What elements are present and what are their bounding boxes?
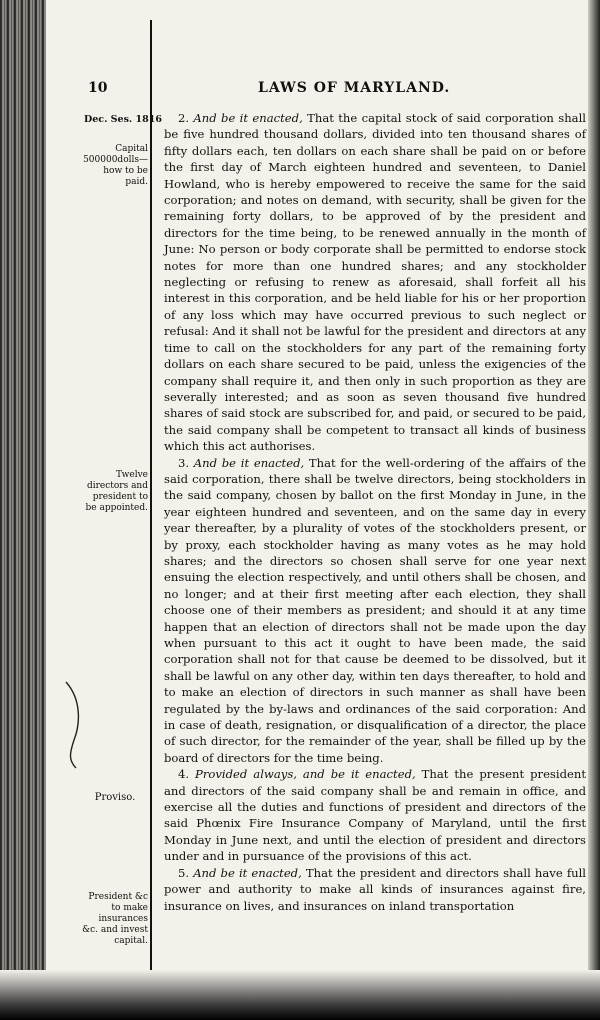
section-number: 5. [178, 865, 190, 880]
page-header [88, 80, 588, 100]
enacting-clause: And be it enacted, [193, 865, 302, 880]
margin-rule [150, 20, 152, 990]
section-5 [164, 865, 586, 914]
margin-note-capital: Capital 500000dolls—how to be paid. [83, 144, 148, 187]
margin-note-directors: Twelve directors and president to be appointed. [85, 470, 148, 513]
section-number: 4. [178, 767, 190, 782]
section-2 [164, 110, 586, 455]
enacting-clause: And be it enacted, [193, 455, 305, 470]
section-number: 3. [178, 455, 190, 470]
margin-note-date: Dec. Ses. 1816 [84, 114, 162, 125]
section-text: That the capital stock of said corporation shall be five hundred thousand dollars, divided into ten thousand shares of fifty dollars each, ten dollars on each share shall be paid on or before the first day of March eighteen hundred and seventeen, to Daniel Howland, who is hereby empowered to receive the same for the said corporation; and notes on demand, with security, shall be given for the remaining forty dollars, to be approved of by the president and directors for the time being, to be renewed annually in the month of June: No person or body corporate shall be permitted to endorse stock notes for more than one hundred shares; and any stockholder neglecting or refusing to renew as aforesaid, shall forfeit all his interest in this corporation, and be held liable for his or her proportion of any loss which may have occurred previous to such neglect or refusal: And it shall not be lawful for the president and directors at any time to call on the stockholders for any part of the remaining forty dollars on each share secured to be paid, unless the exigencies of the company shall require it, and then only in such proportion as they are severally interested; and as soon as seven thousand five hundred shares of said stock are subscribed for, and paid, or secured to be paid, the said company shall be competent to transact all kinds of business which this act authorises. [164, 111, 586, 454]
margin-note-proviso: Proviso. [94, 792, 136, 803]
handwritten-pen-mark [60, 680, 90, 770]
running-head: LAWS OF MARYLAND. [258, 80, 451, 96]
section-text: That the present president and directors of the said company shall be and remain in office, and exercise all the duties and functions of president and directors of the said Phœnix Fire Insurance Company of Maryland, until the first Monday in June next, and until the election of president and directors under and in pursuance of the provisions of this act. [164, 767, 586, 864]
section-3 [164, 455, 586, 767]
page-right-edge [588, 0, 600, 1020]
page-binding-edge [0, 0, 46, 1020]
section-text: That the president and directors shall have full power and authority to make all kinds of insurances against fire, insurance on lives, and insurances on inland transportation [164, 865, 587, 913]
page-number: 10 [88, 80, 108, 96]
page-bottom-edge [0, 970, 600, 1020]
section-4 [164, 766, 586, 864]
margin-note-president: President &c to make insurances &c. and invest capital. [82, 892, 148, 946]
section-text: That for the well-ordering of the affairs of the said corporation, there shall be twelve directors, being stockholders in the said company, chosen by ballot on the first Monday in June, in the year eighteen hundred and seventeen, and on the same day in every year thereafter, by a plurality of votes of the stockholders present, or by proxy, each stockholder having as many votes as he may hold shares; and the directors so chosen shall serve for one year next ensuing the election respectively, and until others shall be chosen, and no longer; and at their first meeting after each election, they shall choose one of their members as president; and should it at any time happen that an election of directors shall not be made upon the day when pursuant to this act it ought to have been made, the said corporation shall not for that cause be deemed to be dissolved, but it shall be lawful on any other day, within ten days thereafter, to hold and to make an election of directors in such manner as shall have been regulated by the by-laws and ordinances of the said corporation: And in case of death, resignation, or disqualification of a director, the place of such director, for the remainder of the year, shall be filled up by the board of directors for the time being. [164, 455, 587, 765]
section-number: 2. [178, 111, 190, 125]
enacting-clause: Provided always, and be it enacted, [195, 767, 416, 782]
document-body [164, 110, 586, 914]
enacting-clause: And be it enacted, [193, 111, 303, 125]
